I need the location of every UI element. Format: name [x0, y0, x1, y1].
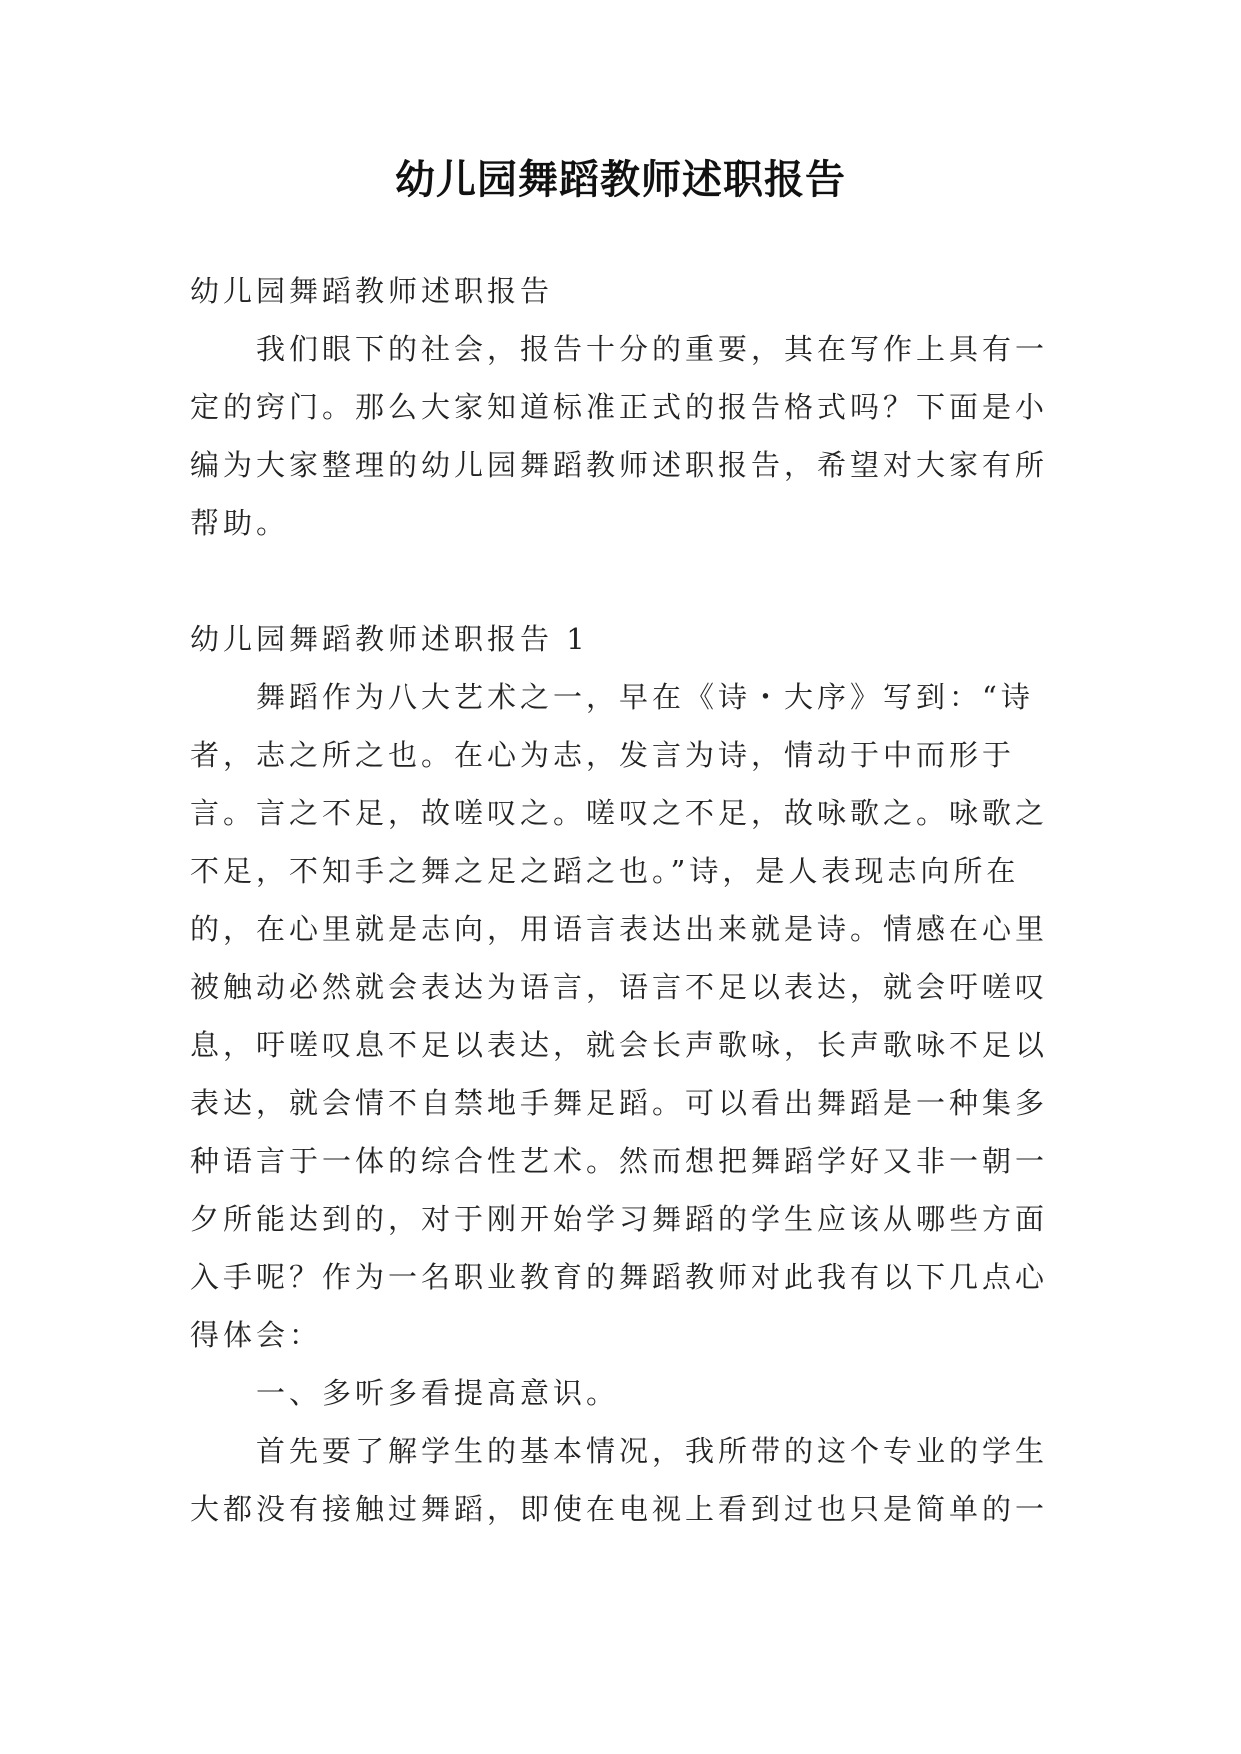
point-heading-1: 一、多听多看提高意识。 [256, 1376, 620, 1410]
section-heading: 幼儿园舞蹈教师述职报告 1 [190, 622, 589, 656]
intro-paragraph: 我们眼下的社会，报告十分的重要，其在写作上具有一定的窍门。那么大家知道标准正式的报告格式吗？下面是小编为大家整理的幼儿园舞蹈教师述职报告，希望对大家有所帮助。 [190, 332, 1049, 540]
section-paragraph-2: 首先要了解学生的基本情况，我所带的这个专业的学生大都没有接触过舞蹈，即使在电视上看到过也只是简单的一 [190, 1434, 1049, 1526]
document-subtitle: 幼儿园舞蹈教师述职报告 [190, 274, 554, 308]
paragraph-gap [190, 552, 1062, 610]
document-title: 幼儿园舞蹈教师述职报告 [395, 157, 846, 203]
document-body [190, 262, 1062, 1538]
section-paragraph-1: 舞蹈作为八大艺术之一，早在《诗・大序》写到：“诗者，志之所之也。在心为志，发言为诗，情动于中而形于言。言之不足，故嗟叹之。嗟叹之不足，故咏歌之。咏歌之不足，不知手之舞之足之蹈之也。”诗，是人表现志向所在的，在心里就是志向，用语言表达出来就是诗。情感在心里被触动必然就会表达为语言，语言不足以表达，就会吁嗟叹息，吁嗟叹息不足以表达，就会长声歌咏，长声歌咏不足以表达，就会情不自禁地手舞足蹈。可以看出舞蹈是一种集多种语言于一体的综合性艺术。然而想把舞蹈学好又非一朝一夕所能达到的，对于刚开始学习舞蹈的学生应该从哪些方面入手呢？作为一名职业教育的舞蹈教师对此我有以下几点心得体会： [190, 680, 1049, 1352]
